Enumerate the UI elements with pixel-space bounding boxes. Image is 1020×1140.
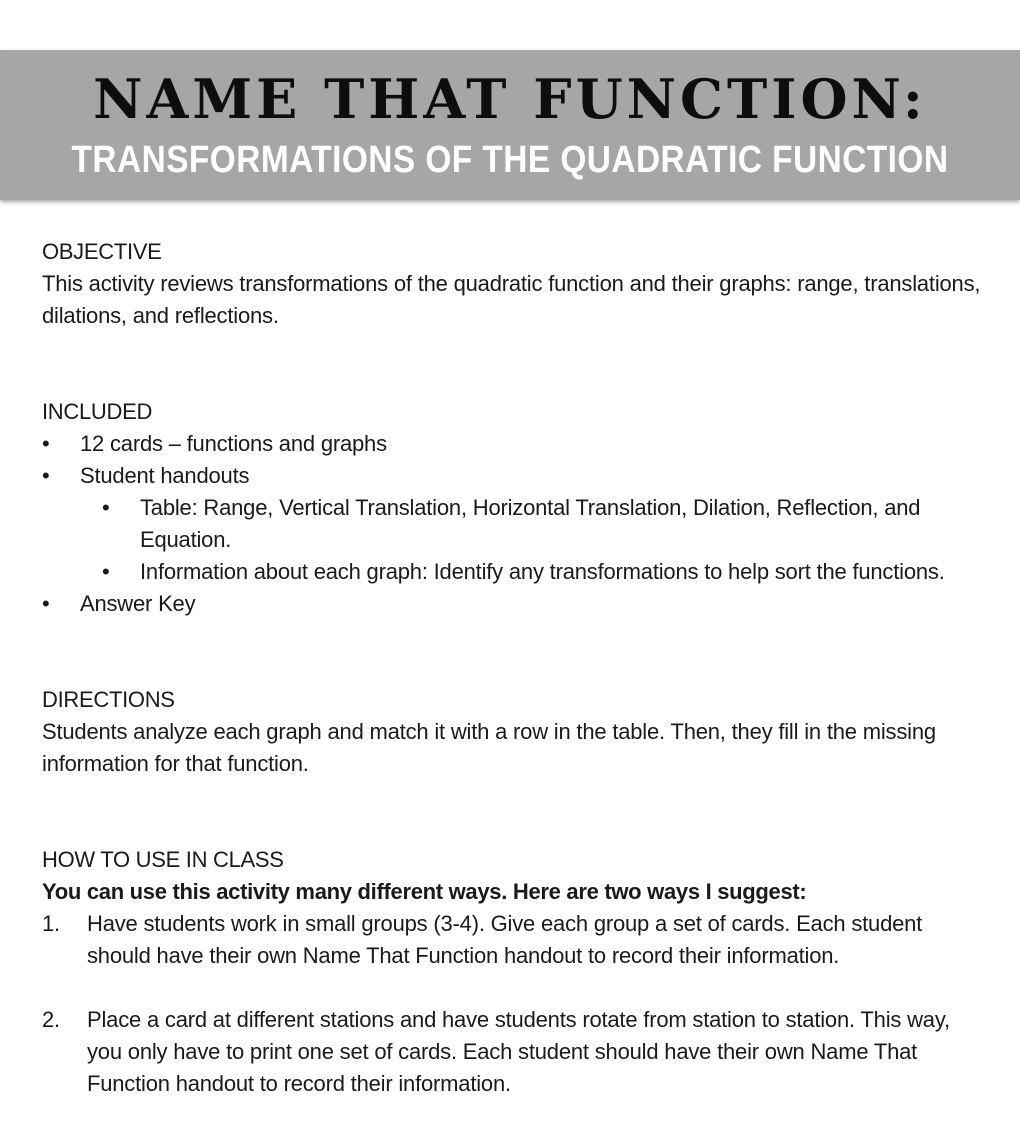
included-item-answer-key: Answer Key <box>80 591 196 616</box>
sub-item-information: Information about each graph: Identify any transformations to help sort the functions. <box>140 559 945 584</box>
list-item <box>80 492 982 556</box>
step-number: 1. <box>42 911 60 936</box>
steps-list <box>42 908 982 1100</box>
directions-section <box>42 684 982 780</box>
spacer <box>42 332 982 396</box>
directions-heading: DIRECTIONS <box>42 687 175 712</box>
included-section <box>42 396 982 620</box>
how-to-use-heading: HOW TO USE IN CLASS <box>42 847 284 872</box>
page-subtitle: TRANSFORMATIONS OF THE QUADRATIC FUNCTION <box>71 139 949 181</box>
included-list <box>42 428 982 492</box>
sub-item-table: Table: Range, Vertical Translation, Horizontal Translation, Dilation, Reflection, and Equation. <box>140 495 921 552</box>
how-to-use-intro: You can use this activity many different ways. Here are two ways I suggest: <box>42 879 807 904</box>
page-title: NAME THAT FUNCTION: <box>93 67 927 131</box>
step-text: Have students work in small groups (3-4). Give each group a set of cards. Each student should have their own Name That Function handout to record their information. <box>87 911 923 968</box>
step-number: 2. <box>42 1007 60 1032</box>
included-item-handouts: Student handouts <box>80 463 250 488</box>
included-item-cards: 12 cards – functions and graphs <box>80 431 387 456</box>
list-item <box>42 908 982 972</box>
objective-heading: OBJECTIVE <box>42 239 162 264</box>
included-heading: INCLUDED <box>42 399 153 424</box>
step-text: Place a card at different stations and have students rotate from station to station. This way, you only have to print one set of cards. Each student should have their own Name That Function handout to record their information. <box>87 1007 950 1096</box>
title-banner <box>0 50 1020 200</box>
objective-section <box>42 236 982 332</box>
included-list-continued <box>42 588 982 620</box>
spacer <box>42 780 982 844</box>
handouts-sub-list <box>42 492 982 588</box>
objective-text: This activity reviews transformations of the quadratic function and their graphs: range, translations, dilations, and reflections. <box>42 271 981 328</box>
list-item <box>42 588 982 620</box>
list-item <box>42 428 982 460</box>
spacer <box>42 620 982 684</box>
document-body <box>42 236 982 1100</box>
list-item <box>42 1004 982 1100</box>
directions-text: Students analyze each graph and match it with a row in the table. Then, they fill in the missing information for that function. <box>42 719 936 776</box>
list-item <box>80 556 982 588</box>
list-item <box>42 460 982 492</box>
how-to-use-section <box>42 844 982 1100</box>
